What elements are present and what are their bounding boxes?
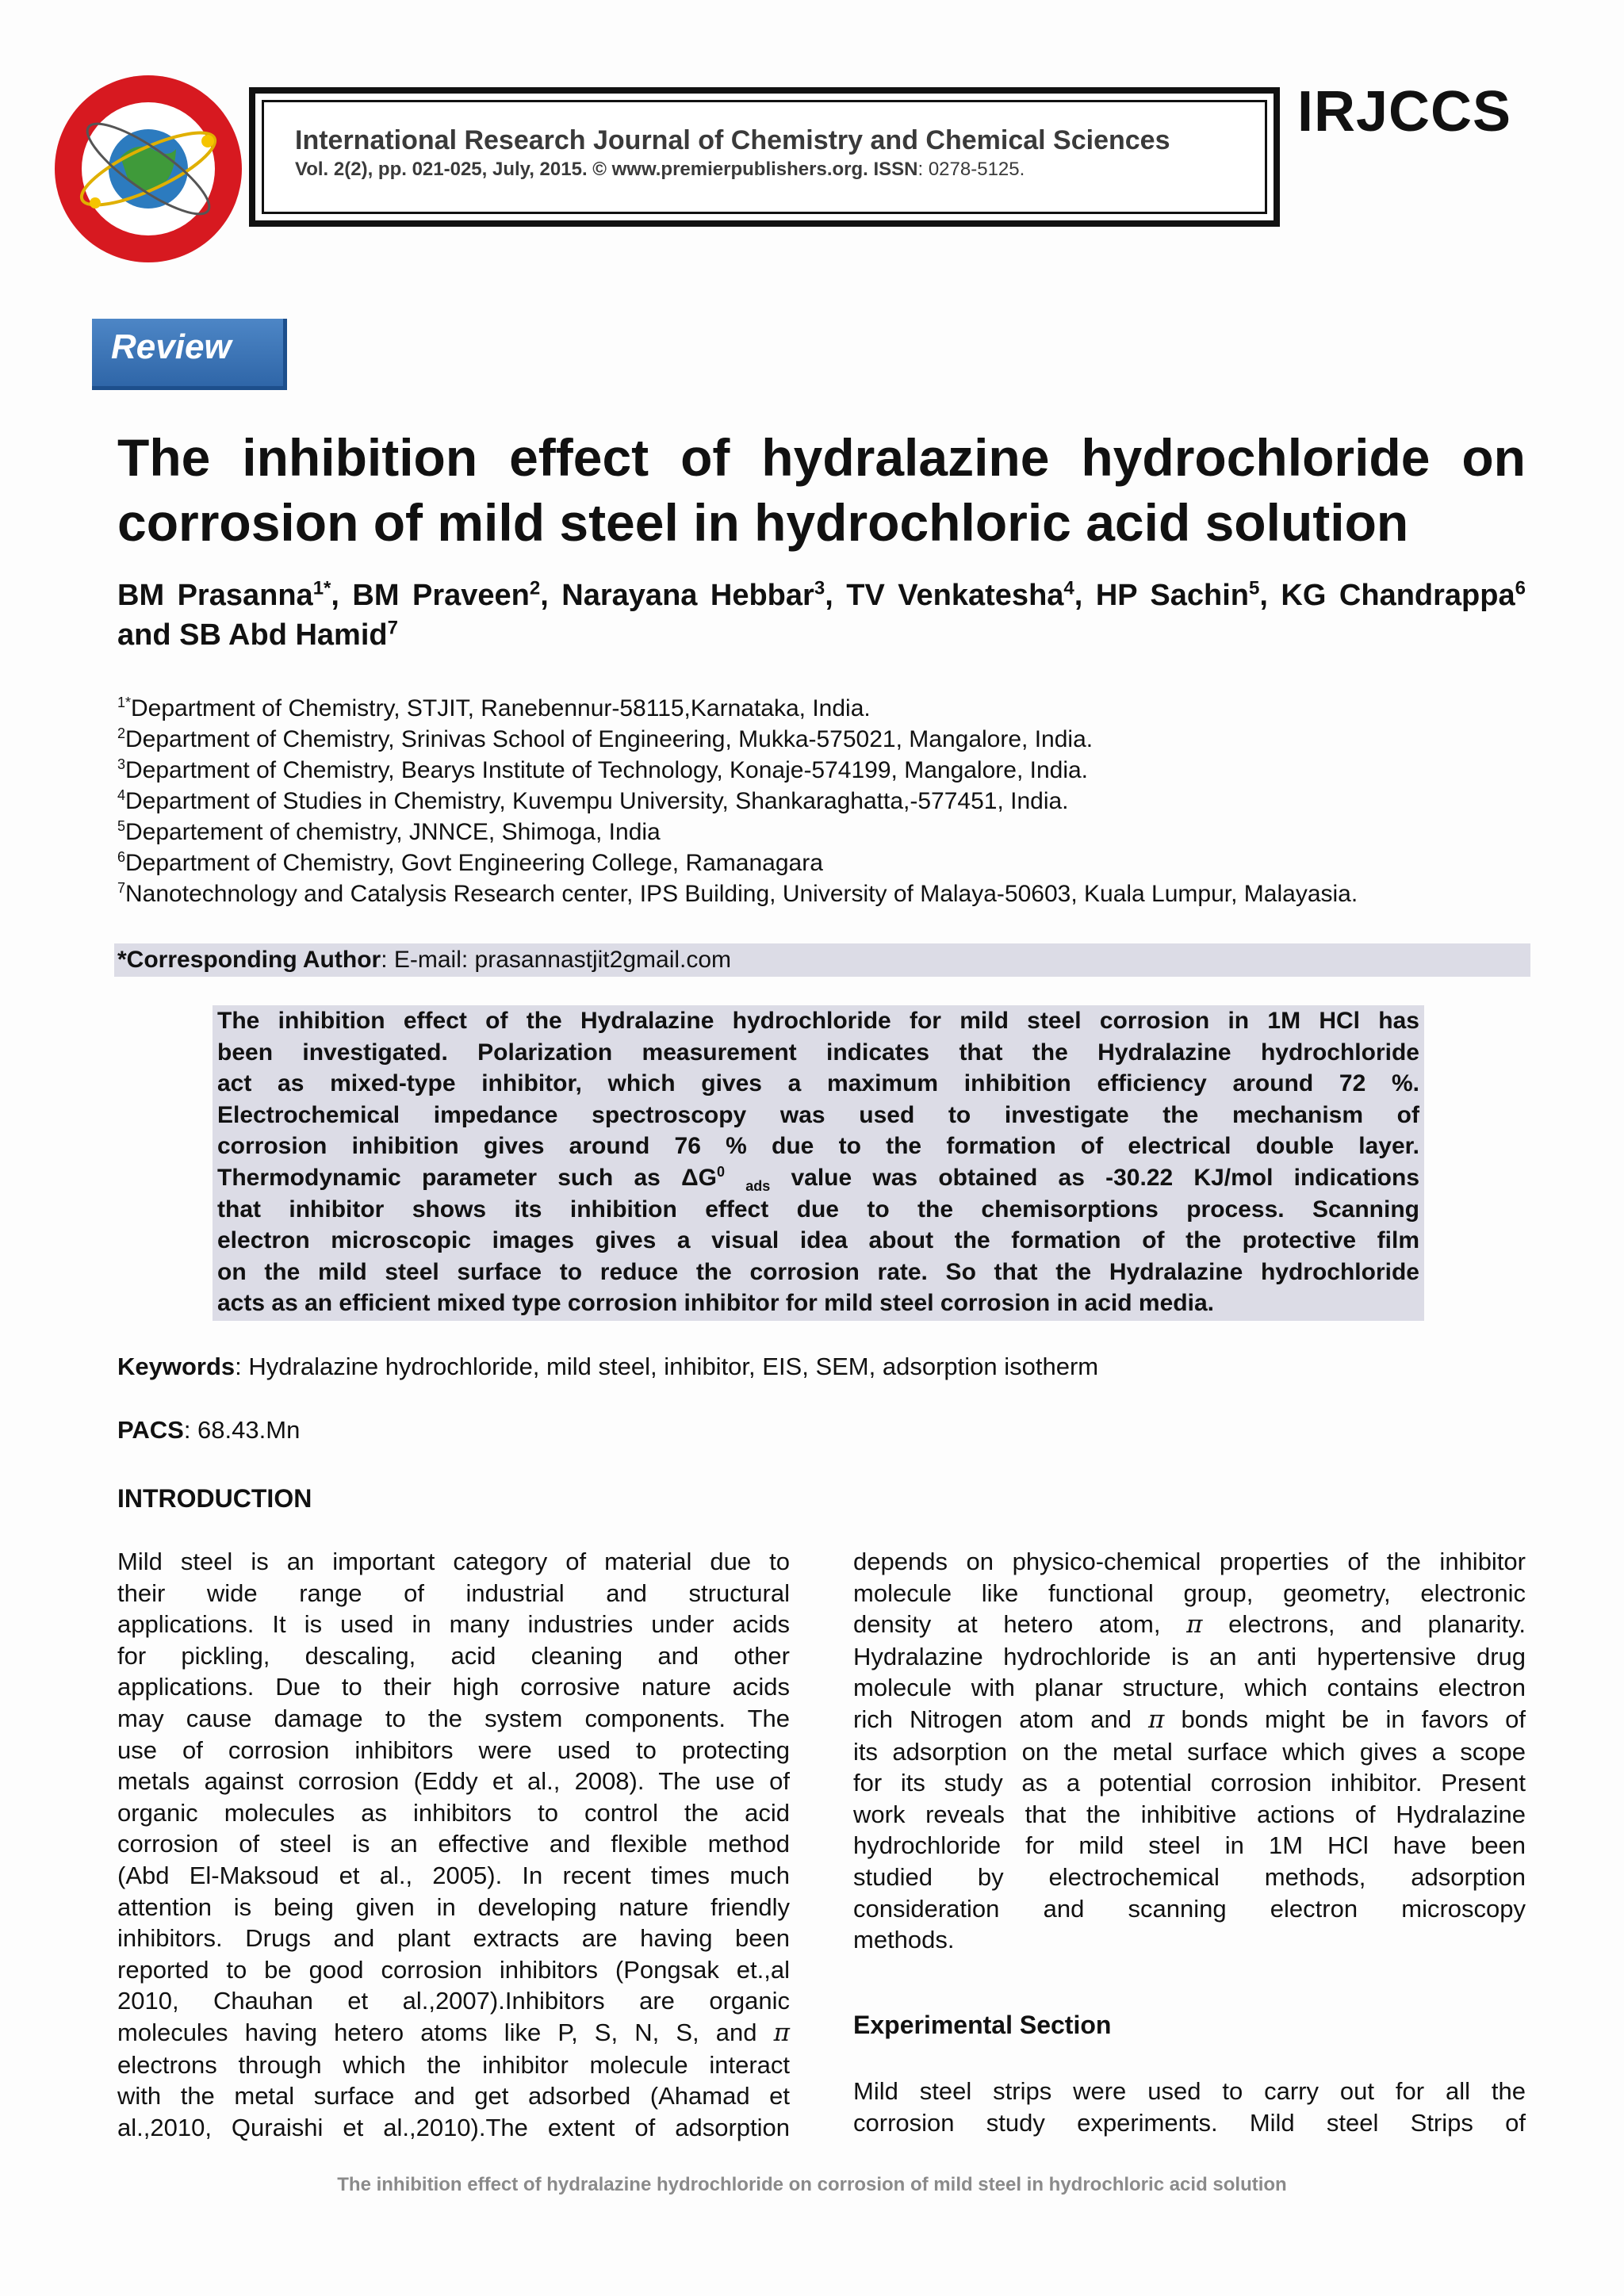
left-column bbox=[117, 1546, 790, 2143]
body-text-line: organic molecules as inhibitors to control the acid bbox=[117, 1798, 790, 1827]
experimental-text bbox=[853, 2076, 1526, 2138]
body-text-line: use of corrosion inhibitors were used to protecting bbox=[117, 1735, 790, 1764]
affiliation-marker: 3 bbox=[117, 756, 126, 772]
body-text-line: for pickling, descaling, acid cleaning and other bbox=[117, 1641, 790, 1670]
body-text-line: Mild steel is an important category of material due to bbox=[117, 1548, 790, 1575]
corresponding-label: *Corresponding Author bbox=[117, 947, 381, 973]
affiliation-item bbox=[117, 724, 1526, 755]
abstract-line: that inhibitor shows its inhibition effect due to the chemisorptions process. Scanning bbox=[217, 1196, 1419, 1223]
body-text-line: inhibitors. Drugs and plant extracts are having been bbox=[117, 1924, 790, 1953]
abstract-thermo-line: Thermodynamic parameter such as $\Delta G^0$ $_{ads}$ value was obtained as -30.22 KJ/mol indications bbox=[217, 1163, 1419, 1194]
abstract-line: electron microscopic images gives a visual idea about the formation of the protective film bbox=[217, 1227, 1419, 1254]
abstract bbox=[213, 1005, 1424, 1321]
body-text-line: for its study as a potential corrosion inhibitor. Present bbox=[853, 1769, 1526, 1797]
body-text-line: 2010, Chauhan et al.,2007).Inhibitors are organic bbox=[117, 1987, 790, 2015]
author-separator: , bbox=[1259, 579, 1281, 612]
body-text-line: molecule like functional group, geometry, electronic bbox=[853, 1578, 1526, 1607]
author-affiliation-marker: 1* bbox=[312, 577, 331, 599]
affiliation-text: Departement of chemistry, JNNCE, Shimoga, India bbox=[125, 819, 661, 845]
experimental-heading: Experimental Section bbox=[853, 2011, 1112, 2039]
affiliation-text: Nanotechnology and Catalysis Research center, IPS Building, University of Malaya-50603, Kuala Lumpur, Malayasia. bbox=[125, 881, 1358, 907]
body-text-line: consideration and scanning electron microscopy bbox=[853, 1894, 1526, 1923]
body-text-line: methods. bbox=[853, 1926, 955, 1954]
body-text-line: depends on physico-chemical properties of the inhibitor bbox=[853, 1548, 1526, 1575]
abstract-line: Electrochemical impedance spectroscopy was used to investigate the mechanism of bbox=[217, 1101, 1419, 1128]
affiliation-text: Department of Chemistry, STJIT, Ranebennur-58115,Karnataka, India. bbox=[131, 695, 871, 721]
introduction-heading: INTRODUCTION bbox=[117, 1484, 312, 1513]
body-text-line: Hydralazine hydrochloride is an anti hypertensive drug bbox=[853, 1642, 1526, 1670]
right-column bbox=[853, 1546, 1526, 1956]
author-affiliation-marker: 6 bbox=[1515, 577, 1526, 599]
body-text-line: Mild steel strips were used to carry out for all the bbox=[853, 2077, 1526, 2105]
author-name: BM Prasanna bbox=[117, 579, 313, 612]
affiliation-text: Department of Chemistry, Srinivas School of Engineering, Mukka-575021, Mangalore, India. bbox=[125, 726, 1094, 752]
author-affiliation-marker: 3 bbox=[814, 577, 825, 599]
issn-value: : 0278-5125. bbox=[917, 159, 1025, 180]
premier-publishers-logo-icon bbox=[49, 70, 247, 268]
affiliation-text: Department of Chemistry, Bearys Institute of Technology, Konaje-574199, Mangalore, India. bbox=[125, 757, 1089, 783]
corresponding-email: : E-mail: prasannastjit2gmail.com bbox=[381, 947, 732, 973]
pacs bbox=[117, 1416, 300, 1445]
author-separator: , bbox=[825, 579, 847, 612]
affiliation-text: Department of Chemistry, Govt Engineering College, Ramanagara bbox=[125, 850, 823, 876]
page-footer: The inhibition effect of hydralazine hydrochloride on corrosion of mild steel in hydrochloric acid solution bbox=[337, 2174, 1287, 2195]
keywords-label: Keywords bbox=[117, 1353, 236, 1380]
author-separator: , bbox=[1074, 579, 1096, 612]
abstract-line: corrosion inhibition gives around 76 % due to the formation of electrical double layer. bbox=[217, 1133, 1419, 1160]
affiliation-marker: 6 bbox=[117, 849, 126, 865]
affiliation-list bbox=[117, 693, 1526, 909]
author-name: TV Venkatesha bbox=[846, 579, 1064, 612]
body-text-line: (Abd El-Maksoud et al., 2005). In recent times much bbox=[117, 1861, 790, 1889]
affiliation-item bbox=[117, 878, 1526, 909]
body-text-line: their wide range of industrial and structural bbox=[117, 1578, 790, 1607]
author-name: SB Abd Hamid bbox=[179, 618, 388, 652]
author-affiliation-marker: 5 bbox=[1249, 577, 1260, 599]
affiliation-item bbox=[117, 817, 1526, 848]
journal-volume-info: Vol. 2(2), pp. 021-025, July, 2015. © www.premierpublishers.org. bbox=[295, 159, 868, 180]
affiliation-item bbox=[117, 786, 1526, 817]
affiliation-marker: 4 bbox=[117, 787, 126, 803]
author-separator: and bbox=[117, 618, 180, 652]
abstract-line: The inhibition effect of the Hydralazine hydrochloride for mild steel corrosion in 1M HCl has bbox=[217, 1008, 1419, 1034]
author-separator: , bbox=[540, 579, 562, 612]
body-text-line: density at hetero atom, π electrons, and planarity. bbox=[853, 1610, 1526, 1640]
corresponding-author bbox=[114, 943, 1530, 977]
article-title: The inhibition effect of hydralazine hydrochloride on corrosion of mild steel in hydrochloric acid solution bbox=[117, 428, 1526, 552]
body-text-line: molecule with planar structure, which contains electron bbox=[853, 1674, 1526, 1702]
body-text-line: al.,2010, Quraishi et al.,2010).The extent of adsorption bbox=[117, 2113, 790, 2141]
pacs-text: : 68.43.Mn bbox=[183, 1416, 301, 1444]
affiliation-marker: 7 bbox=[117, 880, 126, 896]
author-affiliation-marker: 2 bbox=[529, 577, 541, 599]
author-name: BM Praveen bbox=[352, 579, 530, 612]
body-text-line: applications. It is used in many industries under acids bbox=[117, 1610, 790, 1639]
body-text-line: studied by electrochemical methods, adsorption bbox=[853, 1862, 1526, 1891]
article-type-label: Review bbox=[111, 327, 232, 366]
abstract-line: act as mixed-type inhibitor, which gives a maximum inhibition efficiency around 72 %. bbox=[217, 1070, 1419, 1097]
abstract-line: been investigated. Polarization measurement indicates that the Hydralazine hydrochloride bbox=[217, 1039, 1419, 1066]
body-text-line: electrons through which the inhibitor molecule interact bbox=[117, 2050, 790, 2079]
body-text-line: molecules having hetero atoms like P, S, N, S, and π bbox=[117, 2018, 790, 2047]
affiliation-text: Department of Studies in Chemistry, Kuvempu University, Shankaraghatta,-577451, India. bbox=[125, 788, 1069, 814]
keywords bbox=[117, 1353, 1098, 1381]
body-text-line: work reveals that the inhibitive actions of Hydralazine bbox=[853, 1800, 1526, 1828]
author-name: HP Sachin bbox=[1095, 579, 1250, 612]
affiliation-marker: 2 bbox=[117, 725, 126, 741]
author-name: Narayana Hebbar bbox=[561, 579, 814, 612]
body-text-line: metals against corrosion (Eddy et al., 2008). The use of bbox=[117, 1767, 790, 1796]
journal-header-box bbox=[249, 87, 1280, 227]
author-list bbox=[117, 576, 1526, 655]
body-text-line: reported to be good corrosion inhibitors (Pongsak et.,al bbox=[117, 1955, 790, 1984]
pacs-label: PACS bbox=[117, 1416, 184, 1444]
body-text-line: corrosion of steel is an effective and flexible method bbox=[117, 1830, 790, 1858]
author-affiliation-marker: 7 bbox=[387, 617, 398, 639]
abstract-line: on the mild steel surface to reduce the corrosion rate. So that the Hydralazine hydrochloride bbox=[217, 1258, 1419, 1285]
abstract-line: acts as an efficient mixed type corrosion inhibitor for mild steel corrosion in acid media. bbox=[217, 1290, 1214, 1317]
journal-citation-line bbox=[295, 159, 1025, 181]
affiliation-marker: 1* bbox=[117, 695, 132, 710]
body-text-line: rich Nitrogen atom and π bonds might be in favors of bbox=[853, 1705, 1526, 1734]
affiliation-item bbox=[117, 693, 1526, 724]
author-separator: , bbox=[331, 579, 353, 612]
author-name: KG Chandrappa bbox=[1281, 579, 1515, 612]
affiliation-marker: 5 bbox=[117, 818, 126, 834]
issn-label: ISSN bbox=[873, 159, 918, 180]
body-text-line: with the metal surface and get adsorbed (Ahamad et bbox=[117, 2082, 790, 2110]
keywords-text: : Hydralazine hydrochloride, mild steel, inhibitor, EIS, SEM, adsorption isotherm bbox=[235, 1353, 1099, 1380]
affiliation-item bbox=[117, 848, 1526, 878]
body-text-line: may cause damage to the system components. The bbox=[117, 1704, 790, 1732]
affiliation-item bbox=[117, 755, 1526, 786]
body-text-line: applications. Due to their high corrosive nature acids bbox=[117, 1673, 790, 1701]
author-affiliation-marker: 4 bbox=[1063, 577, 1074, 599]
journal-abbreviation: IRJCCS bbox=[1297, 80, 1512, 144]
body-text-line: corrosion study experiments. Mild steel Strips of bbox=[853, 2108, 1526, 2137]
journal-name: International Research Journal of Chemistry and Chemical Sciences bbox=[295, 125, 1170, 155]
body-text-line: attention is being given in developing nature friendly bbox=[117, 1892, 790, 1921]
body-text-line: its adsorption on the metal surface which gives a scope bbox=[853, 1737, 1526, 1766]
body-text-line: hydrochloride for mild steel in 1M HCl have been bbox=[853, 1831, 1526, 1860]
